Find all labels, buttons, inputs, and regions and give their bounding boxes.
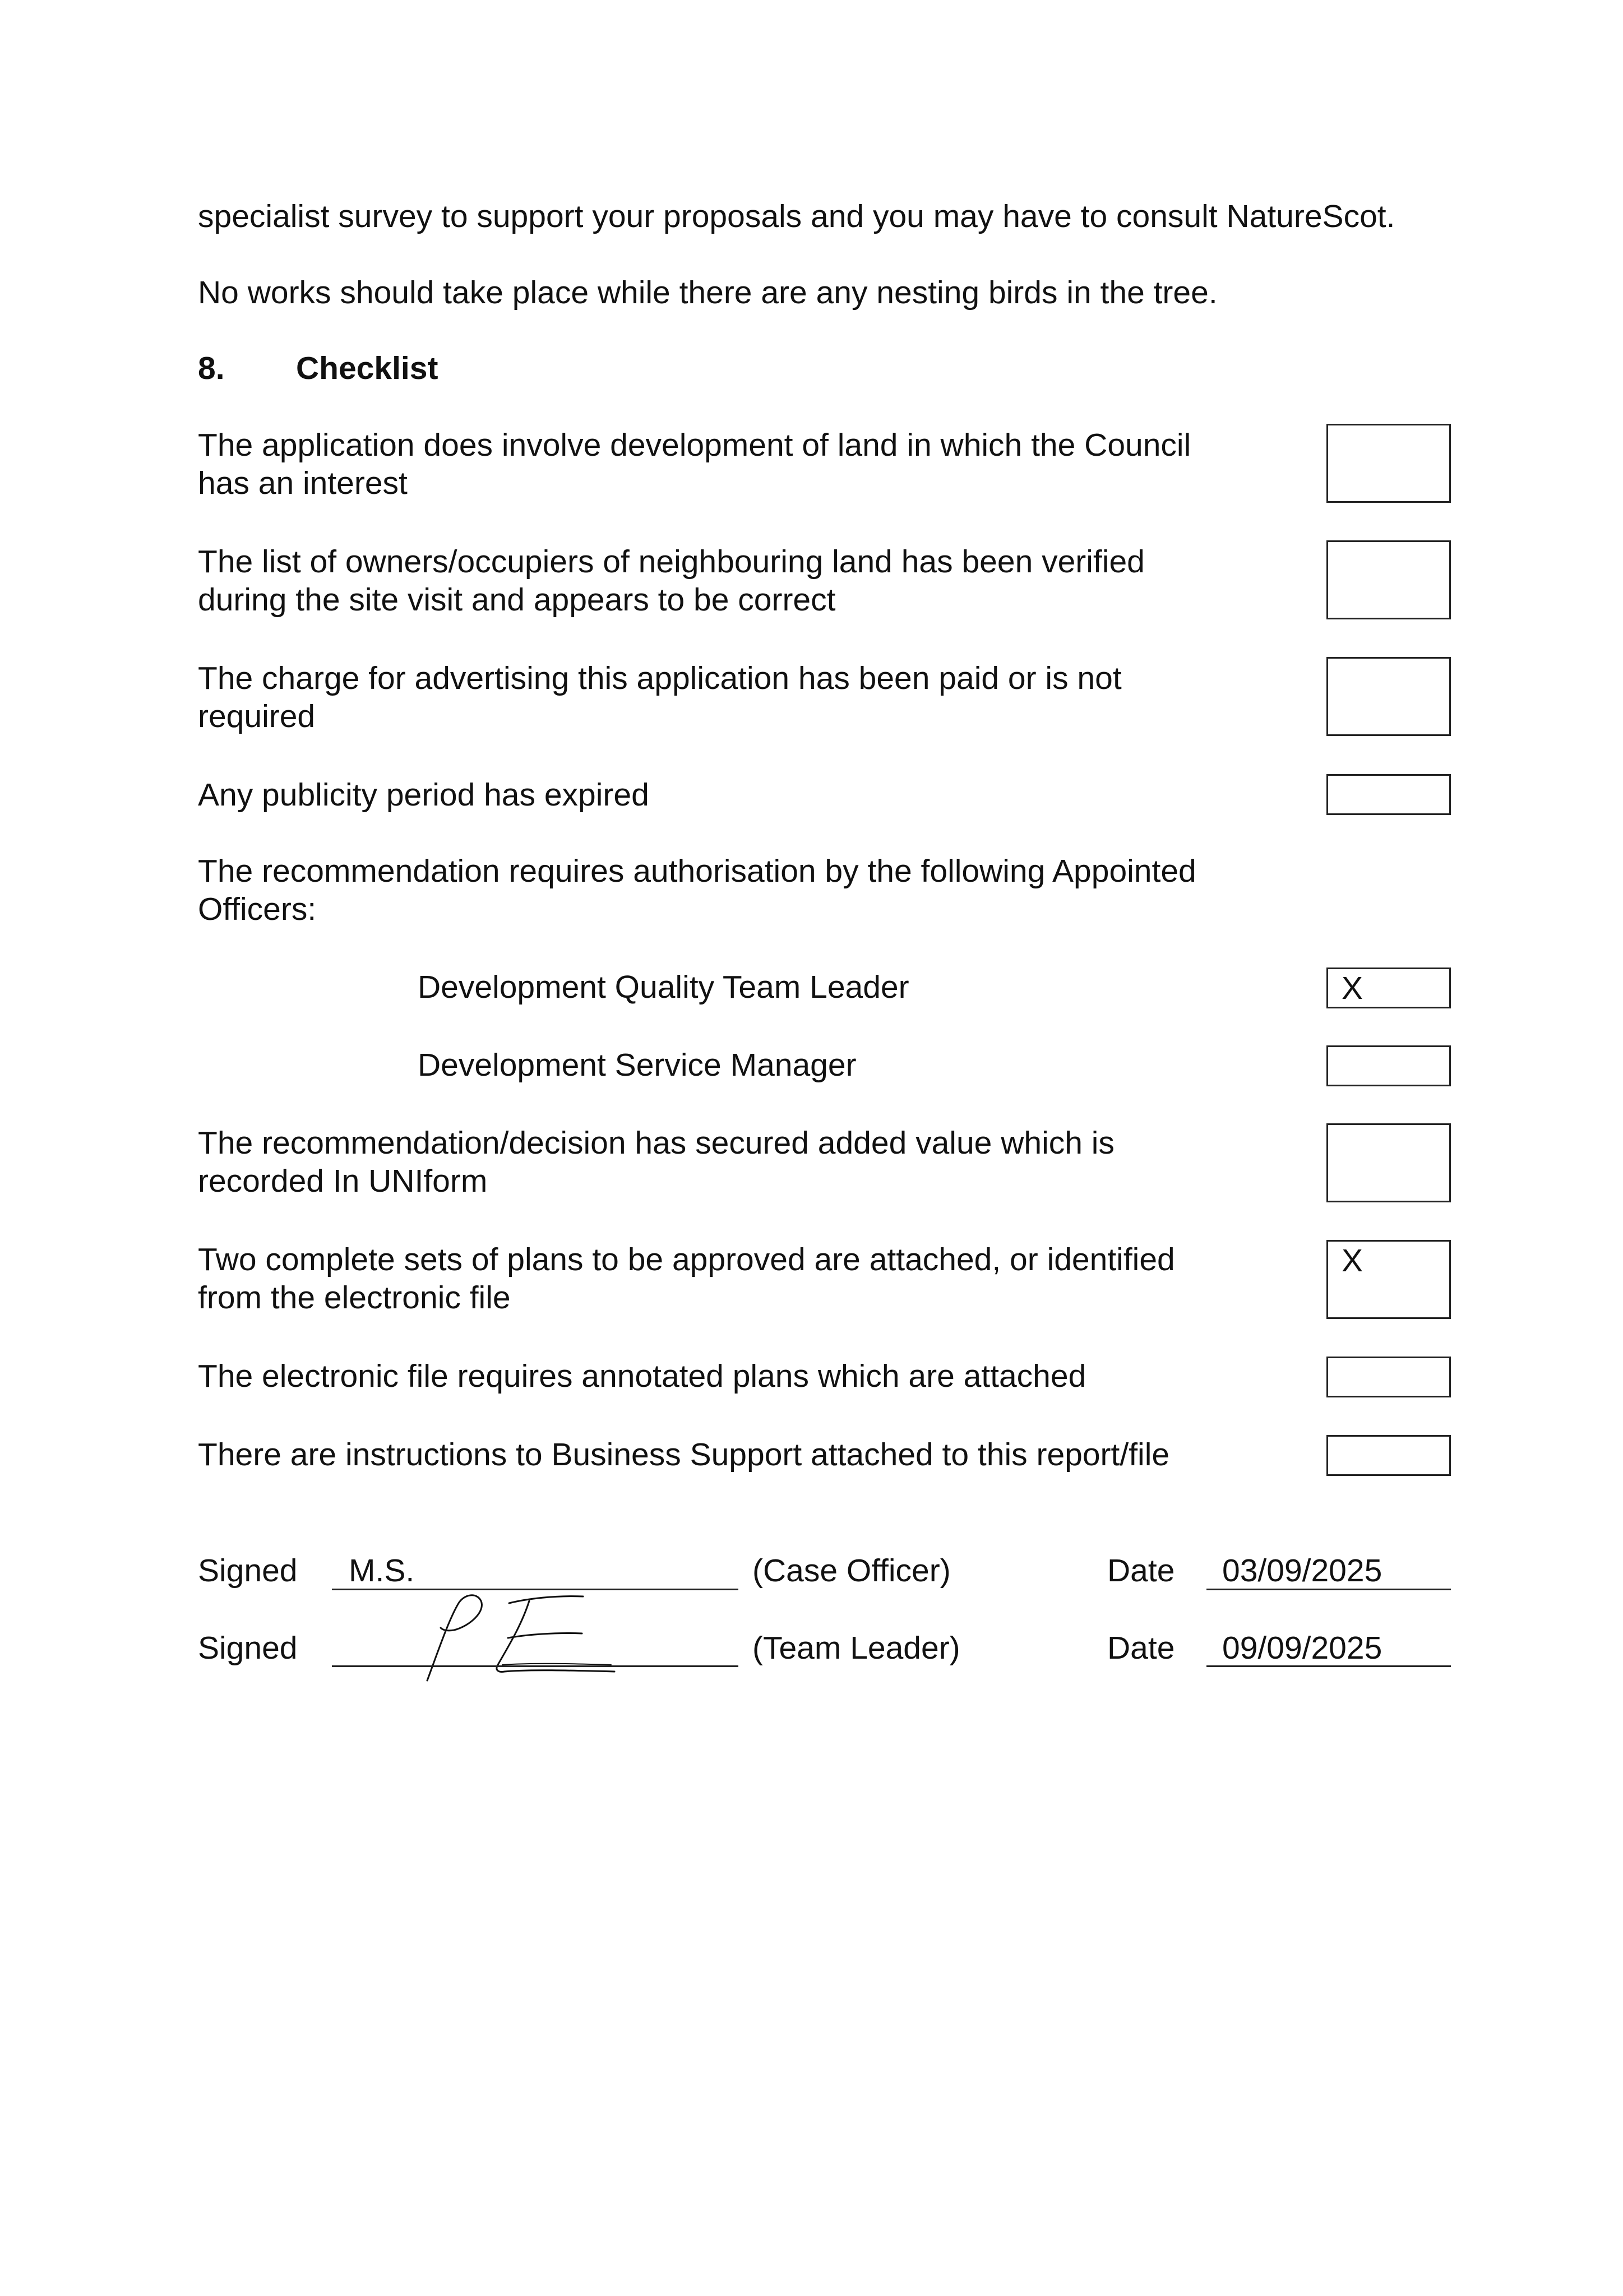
checklist-item-1-line-1: The application does involve development of land in which the Council [198,427,1191,463]
signed-label: Signed [198,1630,298,1666]
checklist-item-4-line-1: Any publicity period has expired [198,777,649,813]
signature-line [332,1665,738,1667]
officer-1-checkbox[interactable] [1326,968,1451,1008]
authorisation-line-1: The recommendation requires authorisation by the following Appointed [198,853,1196,889]
checklist-item-6-checkbox[interactable] [1326,1240,1451,1319]
date-label: Date [1107,1630,1175,1666]
officer-2-label: Development Service Manager [418,1047,857,1083]
officer-2-checkbox[interactable] [1326,1045,1451,1086]
checklist-item-3-line-1: The charge for advertising this application has been paid or is not [198,660,1122,696]
checklist-item-2-line-2: during the site visit and appears to be correct [198,582,836,618]
signer-role: (Case Officer) [752,1553,951,1589]
checklist-item-5-line-1: The recommendation/decision has secured added value which is [198,1125,1115,1161]
handwritten-signature [392,1586,650,1687]
date-line [1206,1589,1451,1590]
date-line [1206,1665,1451,1667]
checklist-item-8-line-1: There are instructions to Business Support attached to this report/file [198,1437,1170,1473]
checklist-item-8-checkbox[interactable] [1326,1435,1451,1476]
checkbox-mark: X [1342,1243,1363,1279]
checkbox-mark: X [1342,970,1363,1006]
checklist-item-1-checkbox[interactable] [1326,424,1451,503]
checklist-item-2-line-1: The list of owners/occupiers of neighbouring land has been verified [198,544,1145,580]
checklist-item-3-checkbox[interactable] [1326,657,1451,736]
checklist-item-2-checkbox[interactable] [1326,540,1451,619]
checklist-item-1-line-2: has an interest [198,465,408,501]
date-label: Date [1107,1553,1175,1589]
checklist-item-7-checkbox[interactable] [1326,1357,1451,1397]
signed-value: M.S. [349,1553,415,1589]
checklist-item-5-checkbox[interactable] [1326,1123,1451,1202]
checklist-item-6-line-2: from the electronic file [198,1280,511,1316]
checklist-item-6-line-1: Two complete sets of plans to be approved are attached, or identified [198,1242,1175,1277]
date-value: 03/09/2025 [1222,1553,1382,1589]
checklist-item-4-checkbox[interactable] [1326,774,1451,815]
intro-line-2: No works should take place while there are any nesting birds in the tree. [198,275,1218,311]
section-title: Checklist [296,350,438,386]
signer-role: (Team Leader) [752,1630,960,1666]
checklist-item-5-line-2: recorded In UNIform [198,1163,488,1199]
intro-line-1: specialist survey to support your proposals and you may have to consult NatureScot. [198,198,1395,234]
signed-label: Signed [198,1553,298,1589]
authorisation-line-2: Officers: [198,891,317,927]
officer-1-label: Development Quality Team Leader [418,969,909,1005]
checklist-item-7-line-1: The electronic file requires annotated plans which are attached [198,1358,1086,1394]
date-value: 09/09/2025 [1222,1630,1382,1666]
section-number: 8. [198,350,225,386]
checklist-item-3-line-2: required [198,698,316,734]
